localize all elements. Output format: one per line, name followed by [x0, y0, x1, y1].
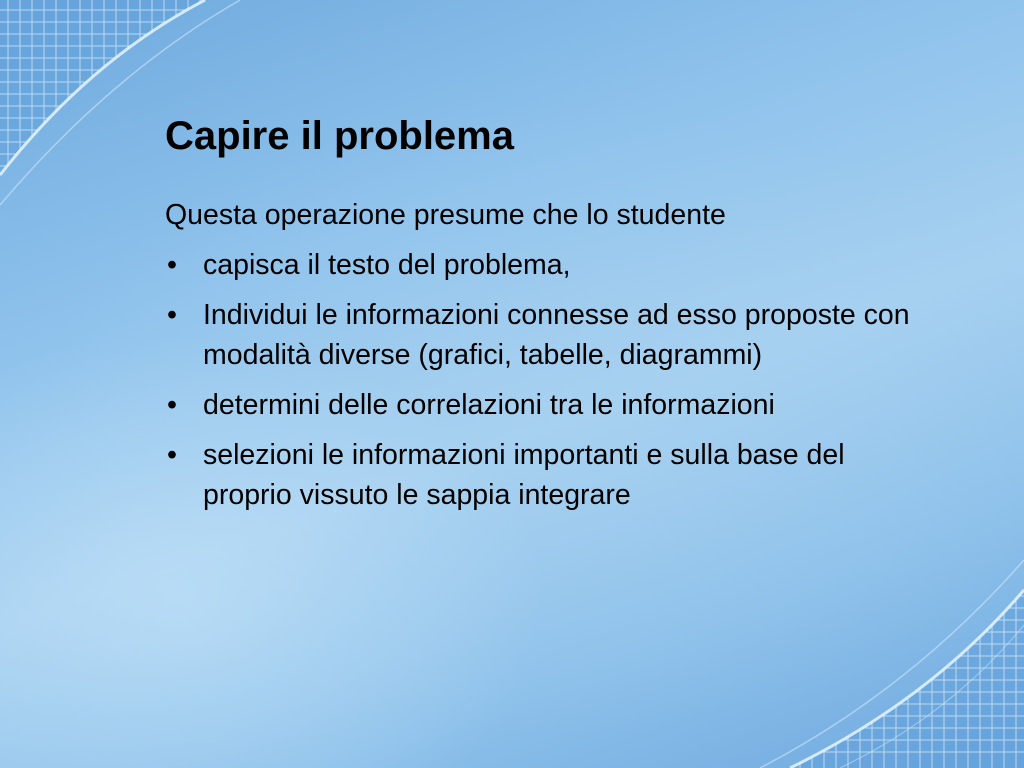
- bullet-item: [165, 435, 925, 515]
- bullet-icon: •: [167, 389, 177, 421]
- bullet-item: [165, 385, 925, 425]
- bullet-item: [165, 245, 925, 285]
- corner-grid-top-left: [0, 0, 220, 190]
- bullet-text: selezioni le informazioni importanti e sulla base del proprio vissuto le sappia integrare: [203, 439, 845, 511]
- corner-grid-bottom-right: [780, 580, 1024, 768]
- bullet-item: [165, 295, 925, 375]
- bullet-icon: •: [167, 299, 177, 331]
- bullet-text: capisca il testo del problema,: [203, 249, 571, 281]
- slide-title: Capire il problema: [165, 114, 514, 158]
- slide-body: [165, 195, 925, 525]
- bullet-text: determini delle correlazioni tra le informazioni: [203, 389, 775, 421]
- bullet-text: Individui le informazioni connesse ad esso proposte con modalità diverse (grafici, tabelle, diagrammi): [203, 299, 910, 371]
- bullet-icon: •: [167, 249, 177, 281]
- bullet-list: [165, 245, 925, 515]
- bullet-icon: •: [167, 439, 177, 471]
- intro-text: Questa operazione presume che lo studente: [165, 199, 726, 231]
